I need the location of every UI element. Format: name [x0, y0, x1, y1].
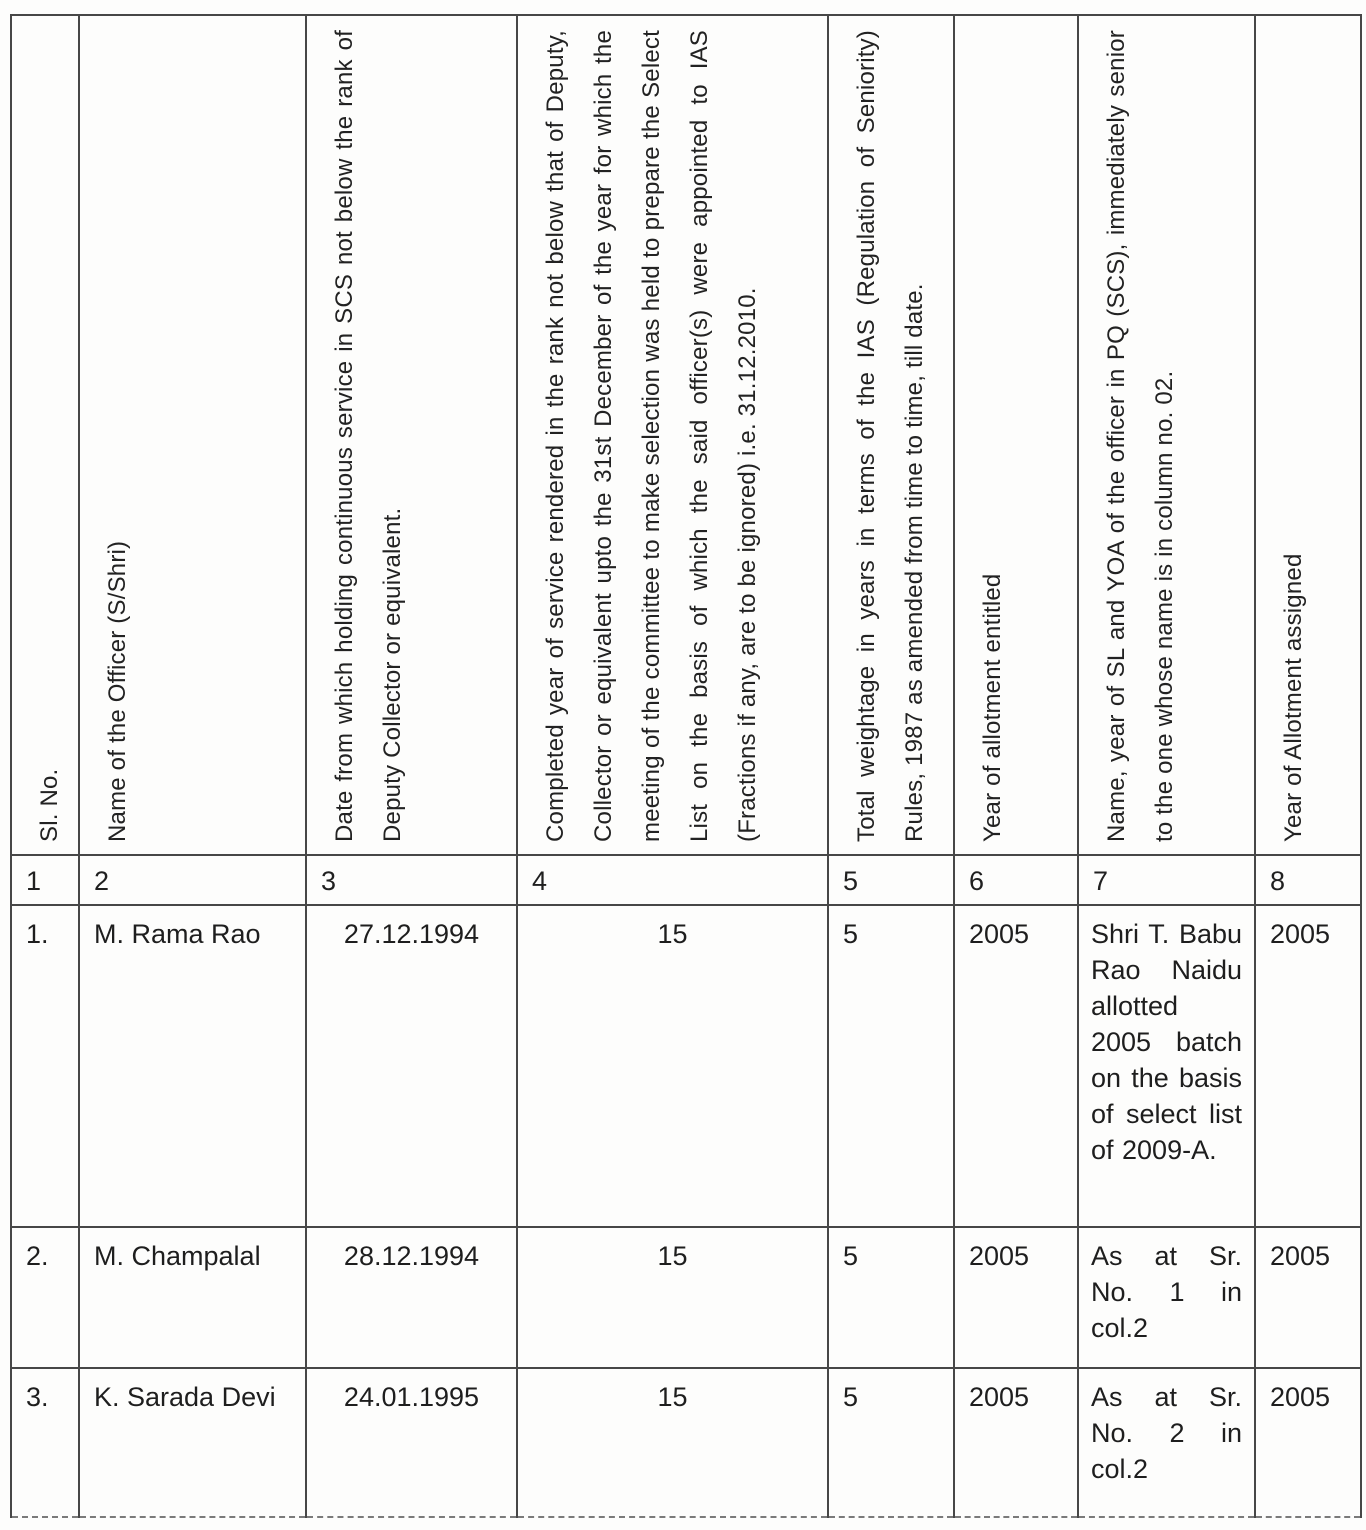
cell-officer-name: M. Rama Rao — [79, 905, 306, 1227]
column-number-8: 8 — [1255, 855, 1361, 905]
table-header-row — [11, 15, 1361, 855]
header-cell-officer-name — [79, 15, 306, 855]
cell-senior-officer-note: As at Sr. No. 2 in col.2 — [1078, 1368, 1255, 1517]
header-cell-year-entitled — [954, 15, 1078, 855]
cell-completed-years: 15 — [517, 905, 828, 1227]
cell-service-date: 27.12.1994 — [306, 905, 517, 1227]
column-number-5: 5 — [828, 855, 954, 905]
cell-sl-no: 2. — [11, 1227, 79, 1368]
cell-senior-officer-note: As at Sr. No. 1 in col.2 — [1078, 1227, 1255, 1368]
column-number-7: 7 — [1078, 855, 1255, 905]
cell-year-entitled: 2005 — [954, 1368, 1078, 1517]
cell-sl-no: 3. — [11, 1368, 79, 1517]
cell-completed-years: 15 — [517, 1227, 828, 1368]
header-cell-service-date — [306, 15, 517, 855]
column-number-6: 6 — [954, 855, 1078, 905]
column-number-2: 2 — [79, 855, 306, 905]
header-cell-total-weightage — [828, 15, 954, 855]
column-number-row — [11, 855, 1361, 905]
header-label-service-date: Date from which holding continuous service in SCS not below the rank of Deputy Collector or equivalent. — [331, 30, 406, 842]
header-cell-sl-no — [11, 15, 79, 855]
column-number-4: 4 — [517, 855, 828, 905]
cell-sl-no: 1. — [11, 905, 79, 1227]
column-number-1: 1 — [11, 855, 79, 905]
cell-year-entitled: 2005 — [954, 905, 1078, 1227]
cell-year-entitled: 2005 — [954, 1227, 1078, 1368]
cell-completed-years: 15 — [517, 1368, 828, 1517]
header-label-sl-no: Sl. No. — [36, 768, 63, 842]
cell-officer-name: K. Sarada Devi — [79, 1368, 306, 1517]
cell-service-date: 24.01.1995 — [306, 1368, 517, 1517]
header-cell-year-assigned — [1255, 15, 1361, 855]
cell-year-assigned: 2005 — [1255, 1227, 1361, 1368]
header-cell-completed-years — [517, 15, 828, 855]
cell-year-assigned: 2005 — [1255, 1368, 1361, 1517]
cell-year-assigned: 2005 — [1255, 905, 1361, 1227]
table-row — [11, 1368, 1361, 1517]
cell-officer-name: M. Champalal — [79, 1227, 306, 1368]
table-row — [11, 905, 1361, 1227]
header-label-officer-name: Name of the Officer (S/Shri) — [104, 540, 131, 842]
cell-total-weightage: 5 — [828, 1368, 954, 1517]
header-label-year-entitled: Year of allotment entitled — [979, 573, 1006, 842]
header-label-year-assigned: Year of Allotment assigned — [1280, 553, 1307, 842]
header-label-senior-officer: Name, year of SL and YOA of the officer in PQ (SCS), immediately senior to the one whose name is in column no. 02. — [1103, 30, 1178, 842]
cell-senior-officer-note: Shri T. Babu Rao Naidu allotted 2005 batch on the basis of select list of 2009-A. — [1078, 905, 1255, 1227]
table-row — [11, 1227, 1361, 1368]
cell-total-weightage: 5 — [828, 905, 954, 1227]
header-label-completed-years: Completed year of service rendered in the rank not below that of Deputy, Collector or equivalent upto the 31st December of the year for which the meeting of the committee to make selection was held to prepare the Select List on the basis of which the said officer(s) were appointed to IAS (Fractions if any, are to be ignored) i.e. 31.12.2010. — [542, 30, 761, 842]
cell-service-date: 28.12.1994 — [306, 1227, 517, 1368]
cell-total-weightage: 5 — [828, 1227, 954, 1368]
seniority-table — [10, 14, 1362, 1518]
header-label-total-weightage: Total weightage in years in terms of the IAS (Regulation of Seniority) Rules, 1987 as amended from time to time, till date. — [853, 30, 928, 842]
column-number-3: 3 — [306, 855, 517, 905]
header-cell-senior-officer — [1078, 15, 1255, 855]
